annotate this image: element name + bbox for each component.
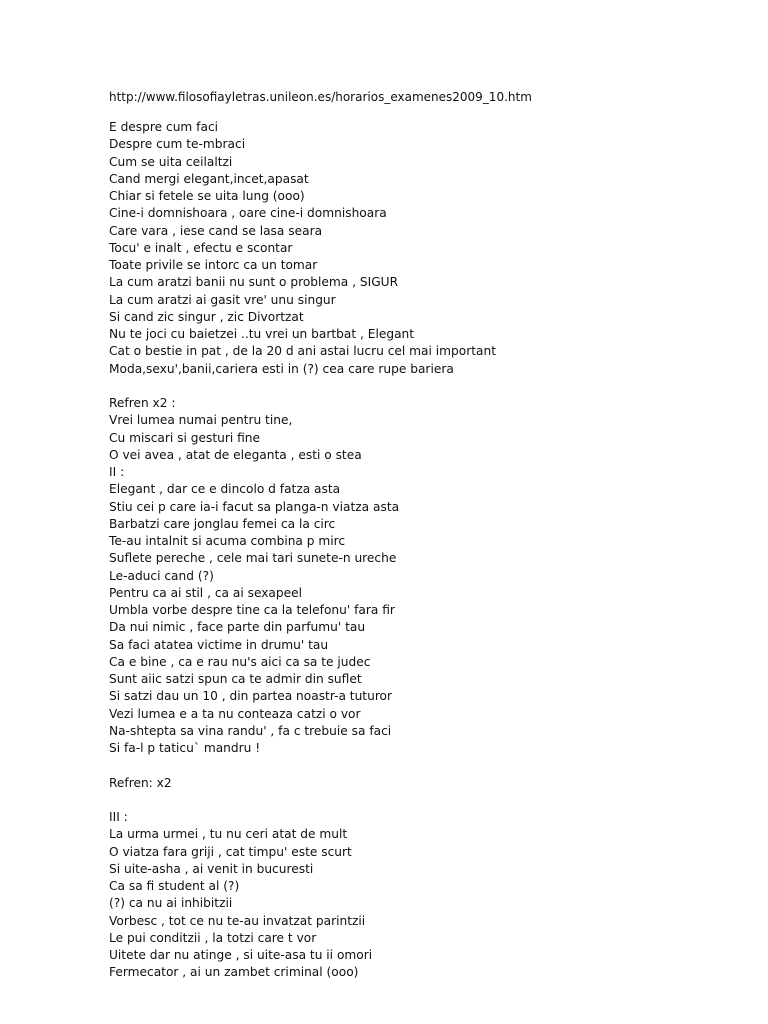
text-line: La cum aratzi banii nu sunt o problema , SIGUR [109, 275, 399, 290]
text-line: La cum aratzi ai gasit vre' unu singur [109, 292, 336, 307]
text-line: Cu miscari si gesturi fine [109, 430, 261, 445]
text-line: Ca e bine , ca e rau nu's aici ca sa te judec [109, 654, 371, 669]
text-line: (?) ca nu ai inhibitzii [109, 896, 233, 911]
text-line: O vei avea , atat de eleganta , esti o stea [109, 447, 362, 462]
text-line: Umbla vorbe despre tine ca la telefonu' fara fir [109, 603, 395, 617]
text-line: Elegant , dar ce e dincolo d fatza asta [109, 482, 341, 497]
text-line: E despre cum faci [109, 120, 219, 134]
text-line: Cat o bestie in pat , de la 20 d ani astai lucru cel mai important [109, 344, 496, 359]
text-line: Barbatzi care jonglau femei ca la circ [109, 516, 336, 531]
text-line: Cine-i domnishoara , oare cine-i domnishoara [109, 206, 387, 221]
text-line: Toate privile se intorc ca un tomar [109, 258, 318, 272]
text-line: O viatza fara griji , cat timpu' este scurt [109, 844, 352, 859]
text-line: Pentru ca ai stil , ca ai sexapeel [109, 585, 303, 600]
text-line: Na-shtepta sa vina randu' , fa c trebuie sa faci [109, 723, 392, 738]
blank-line [109, 757, 749, 774]
blank-line [109, 792, 749, 809]
text-line: III : [109, 810, 128, 824]
text-line: Sunt aiic satzi spun ca te admir din suflet [109, 672, 362, 686]
text-line: La urma urmei , tu nu ceri atat de mult [109, 827, 348, 842]
text-line: Tocu' e inalt , efectu e scontar [109, 240, 293, 255]
text-line: Ca sa fi student al (?) [109, 879, 240, 893]
text-line: Refren x2 : [109, 396, 176, 410]
text-line: Le pui conditzii , la totzi care t vor [109, 930, 317, 945]
lyrics-text [109, 119, 749, 982]
text-line: Cum se uita ceilaltzi [109, 154, 233, 169]
text-line: Moda,sexu',banii,cariera esti in (?) cea care rupe bariera [109, 361, 454, 376]
text-line: Le-aduci cand (?) [109, 568, 214, 583]
document-page [109, 89, 749, 982]
text-line: Si cand zic singur , zic Divortzat [109, 309, 304, 324]
text-line: Uitete dar nu atinge , si uite-asa tu ii omori [109, 948, 373, 962]
text-line: Te-au intalnit si acuma combina p mirc [109, 534, 346, 548]
text-line: Refren: x2 [109, 775, 172, 790]
text-line: Vezi lumea e a ta nu conteaza catzi o vor [109, 706, 361, 721]
text-line: Despre cum te-mbraci [109, 137, 246, 152]
text-line: Fermecator , ai un zambet criminal (ooo) [109, 965, 359, 980]
text-line: Chiar si fetele se uita lung (ooo) [109, 189, 305, 203]
source-url: http://www.filosofiayletras.unileon.es/horarios_examenes2009_10.htm [109, 90, 532, 104]
text-line: Care vara , iese cand se lasa seara [109, 223, 323, 238]
text-line: Da nui nimic , face parte din parfumu' tau [109, 620, 366, 635]
text-line: Si fa-l p taticu` mandru ! [109, 741, 261, 755]
text-line: II : [109, 465, 125, 479]
text-line: Vrei lumea numai pentru tine, [109, 413, 293, 428]
text-line: Cand mergi elegant,incet,apasat [109, 171, 309, 186]
blank-line [109, 378, 749, 395]
text-line: Sa faci atatea victime in drumu' tau [109, 637, 329, 652]
text-line: Nu te joci cu baietzei ..tu vrei un bartbat , Elegant [109, 327, 415, 341]
text-line: Stiu cei p care ia-i facut sa planga-n viatza asta [109, 499, 400, 514]
text-line: Vorbesc , tot ce nu te-au invatzat parintzii [109, 913, 366, 928]
text-line: Suflete pereche , cele mai tari sunete-n ureche [109, 551, 397, 566]
text-line: Si uite-asha , ai venit in bucuresti [109, 861, 314, 876]
text-line: Si satzi dau un 10 , din partea noastr-a tuturor [109, 689, 393, 704]
